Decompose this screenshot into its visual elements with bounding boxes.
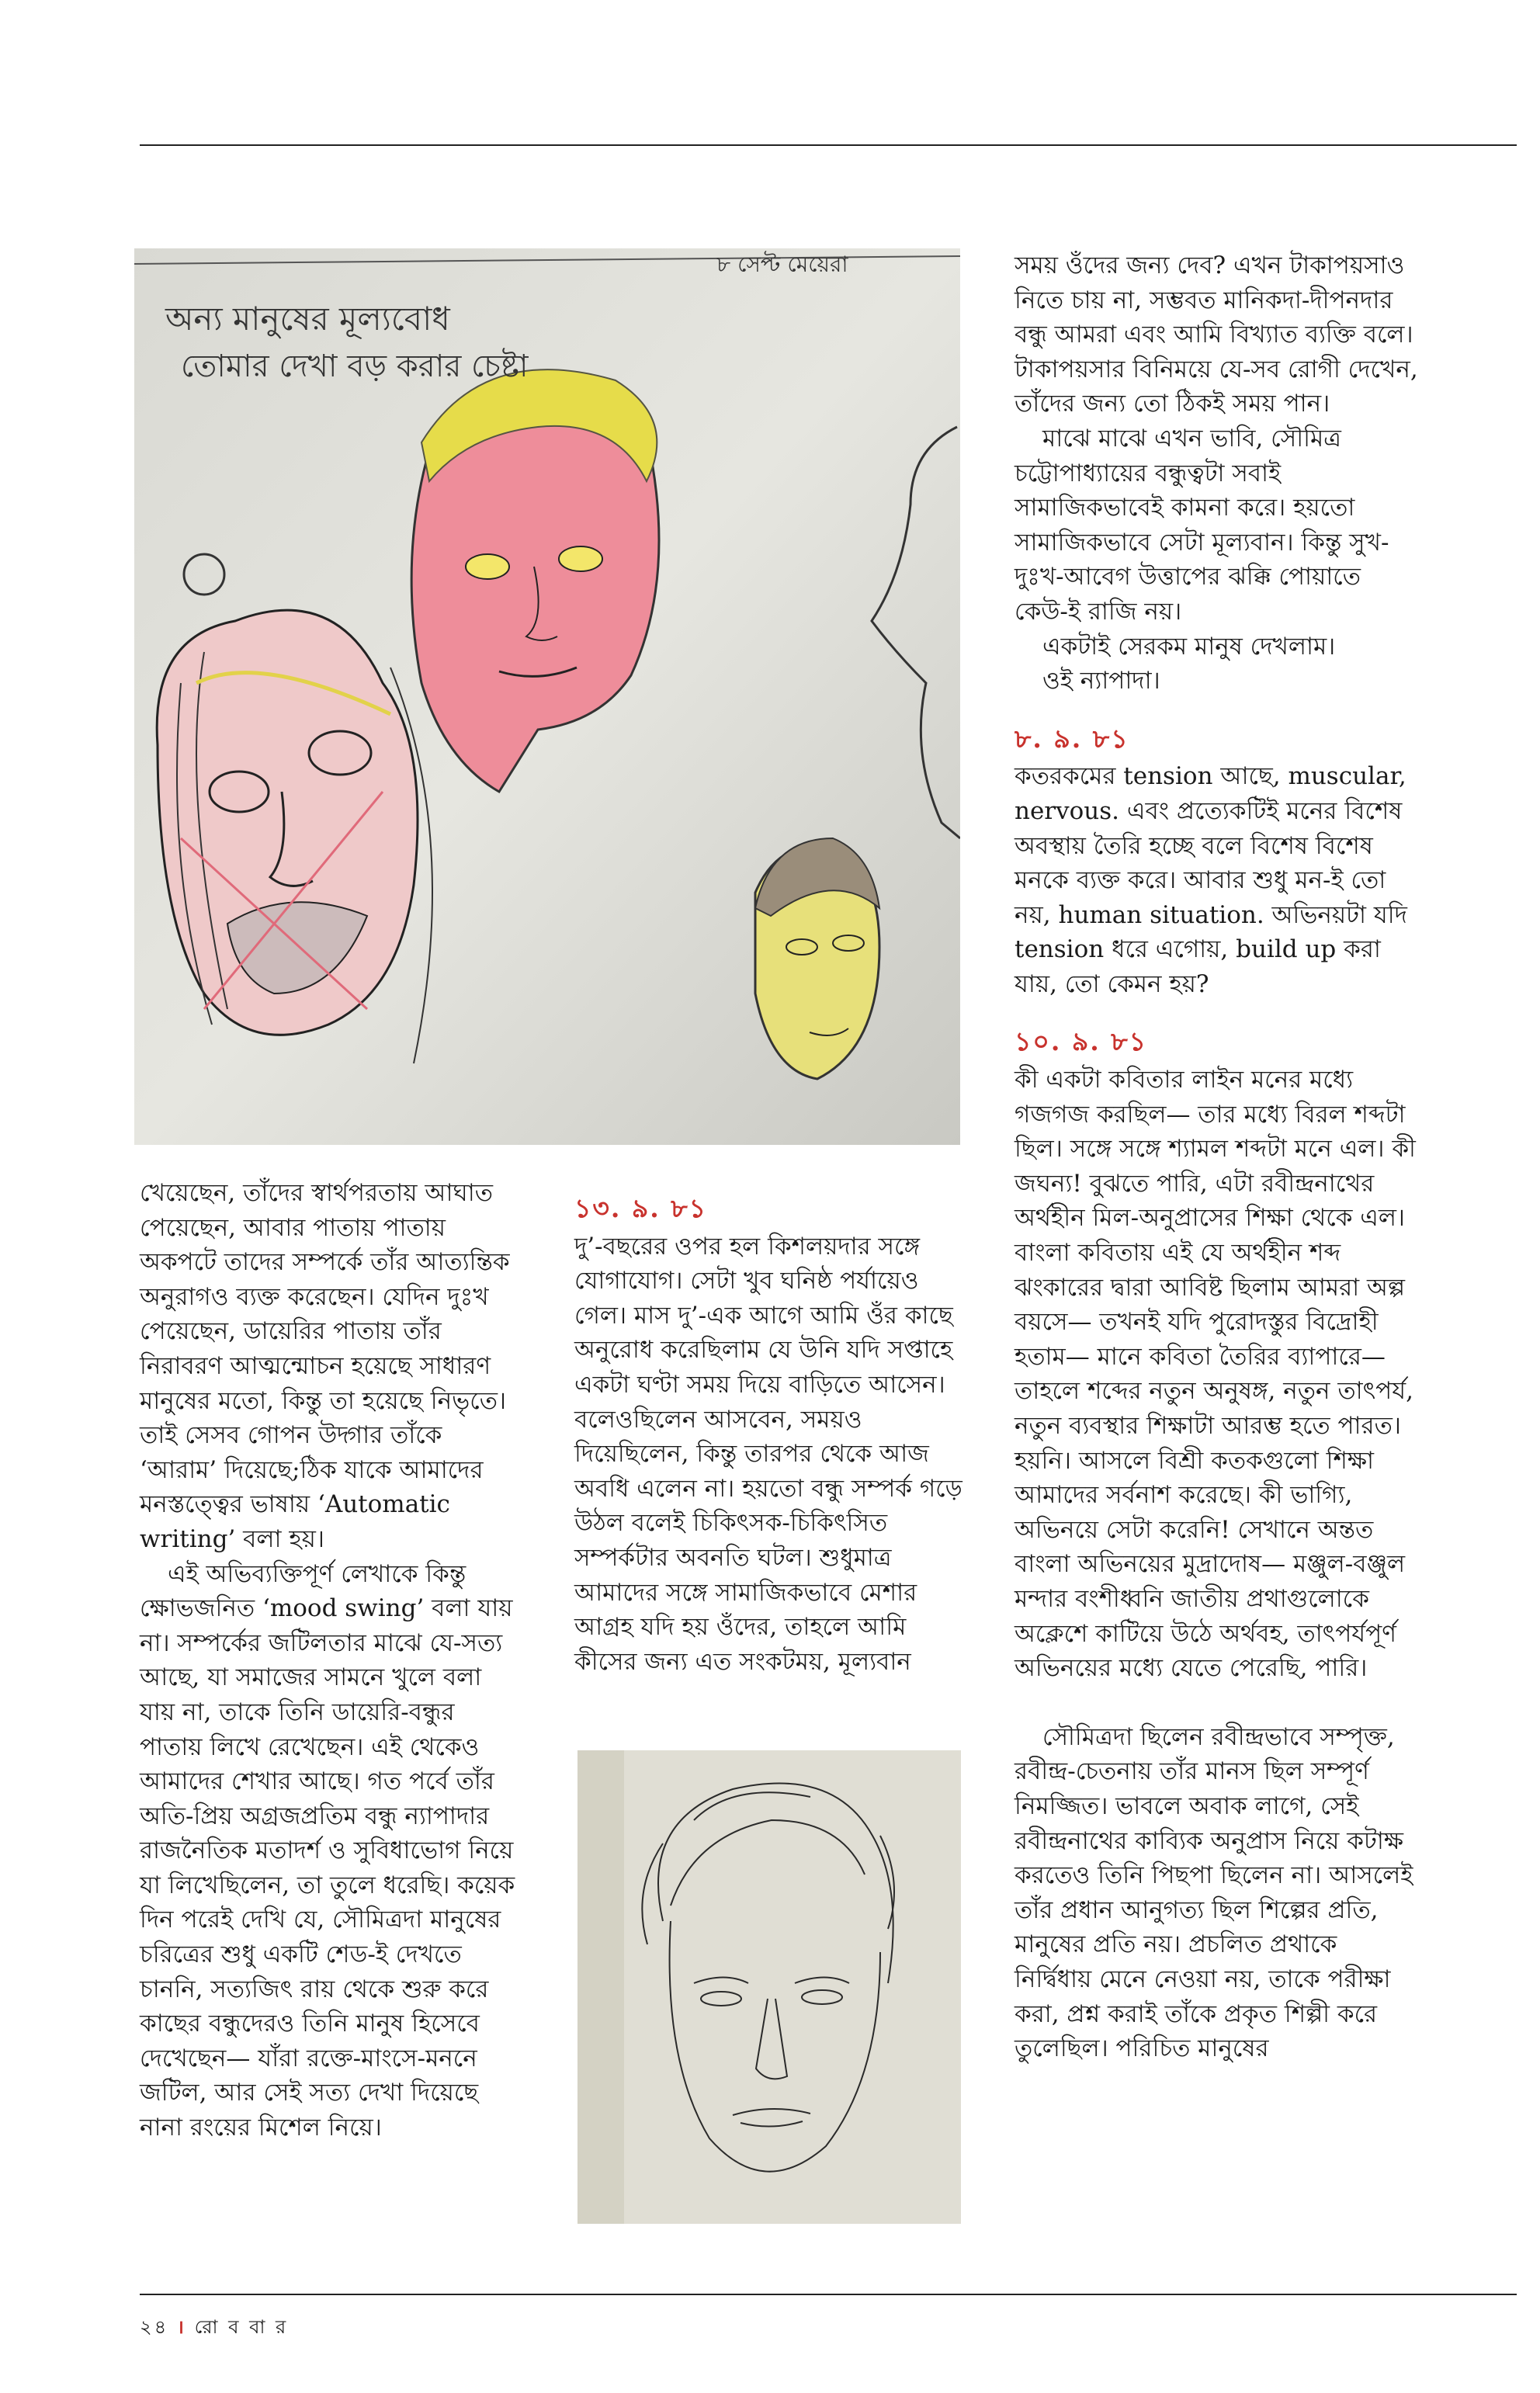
paragraph: একটাই সেরকম মানুষ দেখলাম।	[1042, 632, 1336, 661]
column-mid	[574, 1191, 970, 1679]
sketch-note-line2: তোমার দেখা বড় করার চেষ্টা	[181, 349, 529, 384]
column-left	[140, 1176, 520, 2145]
diary-date: ১৩. ৯. ৮১	[574, 1193, 708, 1223]
paragraph: ওই ন্যাপাদা।	[1042, 667, 1160, 695]
sketch-portrait-image	[578, 1750, 961, 2224]
sketch-top-scribble: ৮ সেপ্ট মেয়েরা	[716, 251, 848, 277]
paragraph: মাঝে মাঝে এখন ভাবি, সৌমিত্র চট্টোপাধ্যায়ের বন্ধুত্বটা সবাই সামাজিকভাবেই কামনা করে। হয়তো সামাজিকভাবে সেটা মূল্যবান। কিন্তু সুখ-দুঃখ-আবেগ উত্তাপের ঝক্কি পোয়াতে কেউ-ই রাজি নয়।	[1015, 424, 1389, 626]
paragraph: কী একটা কবিতার লাইন মনের মধ্যে গজগজ করছিল— তার মধ্যে বিরল শব্দটা ছিল। সঙ্গে সঙ্গে শ্যামল শব্দটা মনে এল। কী জঘন্য! বুঝতে পারি, এটা রবীন্দ্রনাথের অর্থহীন মিল-অনুপ্রাসের শিক্ষা থেকে এল। বাংলা কবিতায় এই যে অর্থহীন শব্দ ঝংকারের দ্বারা আবিষ্ট ছিলাম আমরা অল্প বয়সে— তখনই যদি পুরোদস্তুর বিদ্রোহী হতাম— মানে কবিতা তৈরির ব্যাপারে— তাহলে শব্দের নতুন অনুষঙ্গ, নতুন তাৎপর্য, নতুন ব্যবস্থার শিক্ষাটা আরম্ভ হতে পারত। হয়নি। আসলে বিশ্রী কতকগুলো শিক্ষা আমাদের সর্বনাশ করেছে। কী ভাগ্যি, অভিনয়ে সেটা করেনি! সেখানে অন্তত বাংলা অভিনয়ের মুদ্রাদোষ— মঞ্জুল-বঞ্জুল মন্দার বংশীধ্বনি জাতীয় প্রথাগুলোকে অক্লেশে কাটিয়ে উঠে অর্থবহ, তাৎপর্যপূর্ণ অভিনয়ের মধ্যে যেতে পেরেছি, পারি।	[1015, 1066, 1416, 1683]
column-right	[1015, 248, 1418, 2066]
diary-date: ৮. ৯. ৮১	[1015, 723, 1129, 754]
paragraph: কতরকমের tension আছে, muscular, nervous. এবং প্রত্যেকটিই মনের বিশেষ অবস্থায় তৈরি হচ্ছে বলে বিশেষ বিশেষ মনকে ব্যক্ত করে। আবার শুধু মন-ই তো নয়, human situation. অভিনয়টা যদি tension ধরে এগোয়, build up করা যায়, তো কেমন হয়?	[1015, 762, 1407, 998]
paragraph: সৌমিত্রদা ছিলেন রবীন্দ্রভাবে সম্পৃক্ত, রবীন্দ্র-চেতনায় তাঁর মানস ছিল সম্পূর্ণ নিমজ্জিত। ভাবলে অবাক লাগে, সেই রবীন্দ্রনাথের কাব্যিক অনুপ্রাস নিয়ে কটাক্ষ করতেও তিনি পিছপা ছিলেন না। আসলেই তাঁর প্রধান আনুগত্য ছিল শিল্পের প্রতি, মানুষের প্রতি নয়। প্রচলিত প্রথাকে নির্দ্বিধায় মেনে নেওয়া নয়, তাকে পরীক্ষা করা, প্রশ্ন করাই তাঁকে প্রকৃত শিল্পী করে তুলেছিল। পরিচিত মানুষের	[1015, 1722, 1413, 2063]
bottom-rule	[140, 2294, 1517, 2295]
sketch-note-line1: অন্য মানুষের মূল্যবোধ	[165, 300, 450, 338]
paragraph: সময় ওঁদের জন্য দেব? এখন টাকাপয়সাও নিতে চায় না, সম্ভবত মানিকদা-দীপনদার বন্ধু আমরা এবং আমি বিখ্যাত ব্যক্তি বলে। টাকাপয়সার বিনিময়ে যে-সব রোগী দেখেন, তাঁদের জন্য তো ঠিকই সময় পান।	[1015, 251, 1418, 418]
top-rule	[140, 144, 1517, 146]
footer-separator: ।	[176, 2315, 186, 2338]
paragraph: দু’-বছরের ওপর হল কিশলয়দার সঙ্গে যোগাযোগ। সেটা খুব ঘনিষ্ঠ পর্যায়েও গেল। মাস দু’-এক আগে আমি ওঁর কাছে অনুরোধ করেছিলাম যে উনি যদি সপ্তাহে একটা ঘণ্টা সময় দিয়ে বাড়িতে আসেন। বলেওছিলেন আসবেন, সময়ও দিয়েছিলেন, কিন্তু তারপর থেকে আজ অবধি এলেন না। হয়তো বন্ধু সম্পর্ক গড়ে উঠল বলেই চিকিৎসক-চিকিৎসিত সম্পর্কটার অবনতি ঘটল। শুধুমাত্র আমাদের সঙ্গে সামাজিকভাবে মেশার আগ্রহ যদি হয় ওঁদের, তাহলে আমি কীসের জন্য এত সংকটময়, মূল্যবান	[574, 1232, 962, 1676]
sketch-faces-image	[134, 248, 960, 1145]
diary-date: ১০. ৯. ৮১	[1015, 1026, 1148, 1057]
page-number: ২৪	[140, 2316, 169, 2338]
page-footer	[140, 2313, 288, 2344]
paragraph: এই অভিব্যক্তিপূর্ণ লেখাকে কিন্তু ক্ষোভজনিত ‘mood swing’ বলা যায় না। সম্পর্কের জটিলতার মাঝে যে-সত্য আছে, যা সমাজের সামনে খুলে বলা যায় না, তাকে তিনি ডায়েরি-বন্ধুর পাতায় লিখে রেখেছেন। এই থেকেও আমাদের শেখার আছে। গত পর্বে তাঁর অতি-প্রিয় অগ্রজপ্রতিম বন্ধু ন্যাপাদার রাজনৈতিক মতাদর্শ ও সুবিধাভোগ নিয়ে যা লিখেছিলেন, তা তুলে ধরেছি। কয়েক দিন পরেই দেখি যে, সৌমিত্রদা মানুষের চরিত্রের শুধু একটি শেড-ই দেখতে চাননি, সত্যজিৎ রায় থেকে শুরু করে কাছের বন্ধুদেরও তিনি মানুষ হিসেবে দেখেছেন— যাঁরা রক্তে-মাংসে-মননে জটিল, আর সেই সত্য দেখা দিয়েছে নানা রংয়ের মিশেল নিয়ে।	[140, 1559, 515, 2142]
paragraph: খেয়েছেন, তাঁদের স্বার্থপরতায় আঘাত পেয়েছেন, আবার পাতায় পাতায় অকপটে তাদের সম্পর্কে তাঁর আত্যন্তিক অনুরাগও ব্যক্ত করেছেন। যেদিন দুঃখ পেয়েছেন, ডায়েরির পাতায় তাঁর নিরাবরণ আত্মন্মোচন হয়েছে সাধারণ মানুষের মতো, কিন্তু তা হয়েছে নিভৃতে। তাই সেসব গোপন উদ্গার তাঁকে ‘আরাম’ দিয়েছে;ঠিক যাকে আমাদের মনস্তত্ত্বের ভাষায় ‘Automatic writing’ বলা হয়।	[140, 1179, 510, 1553]
magazine-name: রো ব বা র	[194, 2316, 289, 2338]
